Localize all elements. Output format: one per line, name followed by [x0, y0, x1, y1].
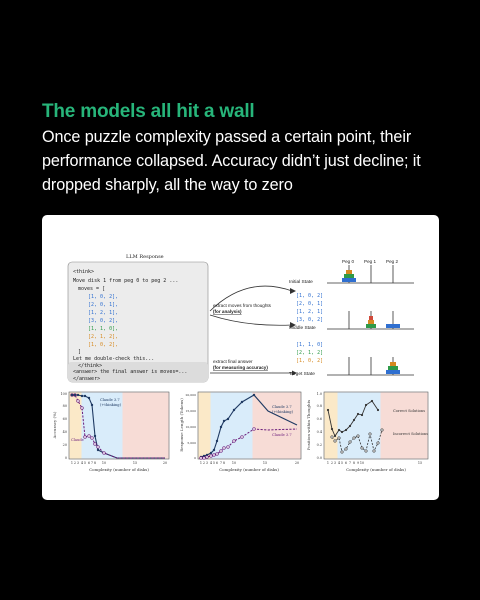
disk-medium	[366, 324, 376, 328]
arrow-to-middle	[210, 315, 292, 325]
disk-large	[386, 324, 400, 328]
x-tick: 5	[340, 461, 344, 465]
extracted-move: [1, 2, 1]	[296, 309, 324, 315]
x-tick: 6	[87, 461, 91, 465]
x-tick: 10	[101, 461, 107, 465]
peg-0-label: Peg 0	[342, 259, 355, 264]
move-line: Move disk 1 from peg 0 to peg 2 ...	[73, 278, 179, 284]
move-item: [1, 1, 0],	[88, 326, 119, 332]
x-tick: 9	[356, 461, 360, 465]
x-tick: 20	[162, 461, 168, 465]
move-item: [3, 0, 2],	[88, 318, 119, 324]
y-tick: 1.0	[316, 392, 322, 396]
y-tick: 20	[62, 443, 67, 447]
x-tick: 6	[215, 461, 219, 465]
y-tick: 15,000	[185, 409, 196, 413]
for-analysis-label: (for analysis)	[213, 309, 242, 314]
y-axis-label: Response Length (Tokens)	[179, 398, 184, 452]
series-label-claude: Claude	[71, 438, 84, 442]
peg-1-label: Peg 1	[364, 259, 377, 264]
moves-close: ]	[78, 349, 82, 355]
llm-response-title: LLM Response	[126, 254, 164, 260]
y-tick: 20,000	[185, 393, 196, 397]
x-tick: 8	[222, 461, 226, 465]
x-tick: 10	[231, 461, 237, 465]
disk-small	[368, 320, 374, 324]
disk-large	[386, 370, 400, 374]
x-tick: 7	[90, 461, 94, 465]
y-tick: 5,000	[187, 441, 196, 445]
y-tick: 0.0	[316, 456, 322, 460]
x-tick: 4	[337, 461, 341, 465]
disk-large	[342, 278, 356, 282]
disk-small	[346, 270, 352, 274]
x-tick: 8	[352, 461, 356, 465]
x-tick: 7	[219, 461, 223, 465]
x-tick: 4	[80, 461, 84, 465]
moves-open: moves = [	[78, 286, 106, 292]
middle-state-label: Middle State	[289, 326, 316, 331]
move-item: [1, 0, 2],	[88, 342, 119, 348]
series-label-incorrect: Incorrect Solutions	[393, 432, 429, 436]
y-tick: 0	[194, 456, 196, 460]
x-axis-label: Complexity (number of disks)	[89, 467, 149, 472]
y-axis-label: Position within Thoughts	[306, 399, 311, 451]
move-item: [1, 2, 1],	[88, 310, 119, 316]
x-tick: 5	[212, 461, 216, 465]
disk-medium	[344, 274, 354, 278]
extract-moves-label: extract moves from thoughts	[213, 303, 271, 308]
extracted-move: [3, 0, 2]	[296, 317, 324, 323]
for-accuracy-label: (for measuring accuracy)	[213, 365, 268, 370]
x-tick: 3	[205, 461, 209, 465]
x-tick: 4	[209, 461, 213, 465]
position-chart	[306, 392, 428, 472]
double-check-line: Let me double-check this...	[73, 356, 155, 362]
move-item: [1, 0, 2],	[88, 294, 119, 300]
x-tick: 6	[344, 461, 348, 465]
x-tick: 2	[202, 461, 206, 465]
x-axis-label: Complexity (number of disks)	[346, 467, 406, 472]
x-axis-label: Complexity (number of disks)	[219, 467, 279, 472]
y-tick: 0	[64, 456, 67, 460]
move-item: [2, 0, 1],	[88, 302, 119, 308]
x-tick: 5	[83, 461, 87, 465]
disk-medium	[388, 366, 398, 370]
extracted-move: [1, 1, 0]	[296, 342, 324, 348]
series-label-correct: Correct Solutions	[393, 409, 426, 413]
x-tick: 20	[294, 461, 300, 465]
move-item: [2, 1, 2],	[88, 334, 119, 340]
y-tick: 80	[62, 404, 67, 408]
think-open-tag: <think>	[73, 269, 95, 275]
x-tick: 1	[199, 461, 203, 465]
x-tick: 2	[330, 461, 334, 465]
y-tick: 0.2	[316, 443, 322, 447]
x-tick: 3	[76, 461, 80, 465]
think-close-tag: </think>	[78, 363, 103, 369]
y-tick: 40	[62, 430, 67, 434]
y-axis-label: Accuracy (%)	[52, 411, 57, 439]
answer-close-tag: </answer>	[73, 376, 101, 382]
tokens-chart	[179, 392, 301, 472]
x-tick: 10	[359, 461, 365, 465]
series-label-thinking: Claude 3.7	[272, 405, 292, 409]
body-text: Once puzzle complexity passed a certain point, their performance collapsed. Accuracy didn’t just decline; it dropped sharply, all the way to zero	[42, 128, 421, 194]
x-tick: 15	[417, 461, 423, 465]
initial-state-label: Initial State	[289, 280, 313, 285]
series-label-claude: Claude 3.7	[272, 433, 292, 437]
peg-2-label: Peg 2	[386, 259, 399, 264]
extracted-move: [1, 0, 2]	[296, 293, 324, 299]
x-tick: 1	[326, 461, 330, 465]
extracted-move: [2, 1, 2]	[296, 350, 324, 356]
figure-card	[42, 215, 439, 500]
y-tick: 60	[62, 417, 67, 421]
answer-open-line: <answer> the final answer is moves=...	[73, 369, 188, 375]
y-tick: 100	[60, 392, 67, 396]
disk-tiny	[369, 316, 373, 320]
series-label-thinking-sub: (+thinking)	[272, 410, 293, 414]
extract-final-label: extract final answer	[213, 359, 253, 364]
x-tick: 15	[132, 461, 138, 465]
disk-small	[390, 362, 396, 366]
figure-svg	[42, 215, 439, 500]
extracted-move: [1, 0, 2]	[296, 358, 324, 364]
y-tick: 0.8	[316, 404, 322, 408]
y-tick: 10,000	[185, 425, 196, 429]
x-tick: 7	[348, 461, 352, 465]
accuracy-chart	[52, 392, 169, 472]
x-tick: 15	[262, 461, 268, 465]
headline: The models all hit a wall	[42, 101, 255, 122]
x-tick: 1	[70, 461, 74, 465]
y-tick: 0.4	[316, 430, 322, 434]
x-tick: 3	[333, 461, 337, 465]
extracted-move: [2, 0, 1]	[296, 301, 324, 307]
x-tick: 8	[93, 461, 97, 465]
y-tick: 0.6	[316, 417, 322, 421]
target-state-label: Target State	[289, 372, 315, 377]
x-tick: 2	[73, 461, 77, 465]
series-label-thinking: Claude 3.7	[100, 398, 120, 402]
series-label-thinking-sub: (+thinking)	[100, 403, 121, 407]
